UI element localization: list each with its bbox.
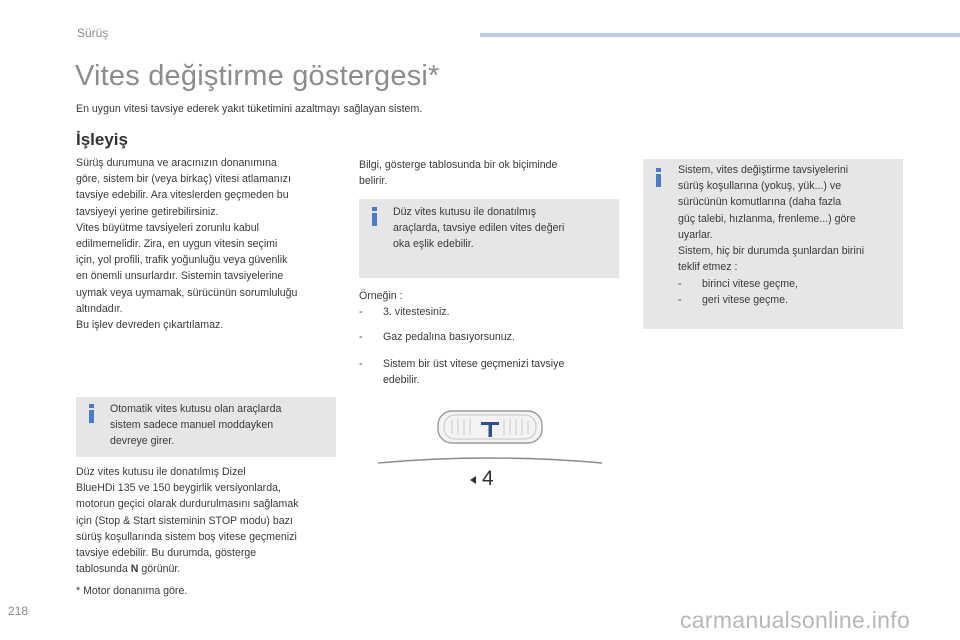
operation-main-text: Sürüş durumuna ve aracınızın donanımına göre, sistem bir (veya birkaç) vitesi atlamanızı tavsiye edebilir. Ara viteslerden geçmeden bu tavsiyeyi yerine getirebilirsiniz. Vites büyütme tavsiyeleri zorunlu kabul edilmemelidir. Zira, en uygun vitesin seçimi için, yol profili, trafik yoğunluğu veya güvenlik en önemli unsurlardır. Sistemin tavsiyelerine uymak veya uymamak, sürücünün sorumluluğu altındadır. Bu işlev devreden çıkartılamaz. (76, 157, 298, 332)
manual-gearbox-note-box (359, 199, 619, 278)
system-list-item: - birinci vitese geçme, (678, 278, 798, 290)
gear-shift-indicator-illustration (370, 400, 620, 495)
diesel-text-part2: görünür. (138, 563, 181, 576)
small-arrow-icon (470, 476, 476, 484)
info-icon (655, 168, 662, 187)
info-icon (371, 207, 378, 226)
example-item: - Gaz pedalına basıyorsunuz. (359, 331, 515, 343)
recommended-gear-value: 4 (482, 467, 494, 490)
auto-gearbox-note: Otomatik vites kutusu olan araçlarda sistem sadece manuel moddayken devreye girer. (110, 403, 282, 448)
section-label: Sürüş (77, 26, 109, 40)
section-heading: İşleyiş (76, 130, 128, 149)
example-label: Örneğin : (359, 290, 403, 302)
example-item: - Sistem bir üst vitese geçmenizi tavsiye edebilir. (359, 358, 565, 387)
diesel-text (76, 464, 346, 577)
watermark: carmanualsonline.info (680, 607, 911, 633)
system-list-item: - geri vitese geçme. (678, 294, 788, 306)
page-title: Vites değiştirme göstergesi* (75, 60, 440, 92)
diesel-text-part1: Düz vites kutusu ile donatılmış Dizel BlueHDi 135 ve 150 beygirlik versiyonlarda, motorun geçici olarak durdurulmasını sağlamak için (Stop & Start sisteminin STOP modu) bazı sürüş koşullarında sistem boş vitese geçmenizi tavsiye edebilir. Bu durumda, gösterge tablosunda (76, 466, 299, 576)
page-number: 218 (8, 604, 29, 618)
system-note-text: Sistem, vites değiştirme tavsiyelerini sürüş koşullarına (yokuş, yük...) ve sürücünün komutlarına (daha fazla güç talebi, hızlanma, frenleme...) göre uyarlar. Sistem, hiç bir durumda şunlardan birini teklif etmez : (678, 164, 865, 274)
system-note-box (643, 159, 903, 329)
arrow-info-text: Bilgi, gösterge tablosunda bir ok biçiminde belirir. (359, 159, 558, 188)
info-icon (88, 404, 95, 423)
intro-text: En uygun vitesi tavsiye ederek yakıt tüketimini azaltmayı sağlayan sistem. (76, 103, 423, 115)
footnote: * Motor donanıma göre. (76, 585, 188, 597)
auto-gearbox-note-box (76, 397, 336, 457)
example-item: - 3. vitestesiniz. (359, 306, 450, 318)
neutral-symbol: N (130, 563, 139, 576)
header-accent-bar (480, 33, 960, 37)
manual-gearbox-note: Düz vites kutusu ile donatılmış araçlarda, tavsiye edilen vites değeri oka eşlik edebilir. (393, 206, 565, 251)
